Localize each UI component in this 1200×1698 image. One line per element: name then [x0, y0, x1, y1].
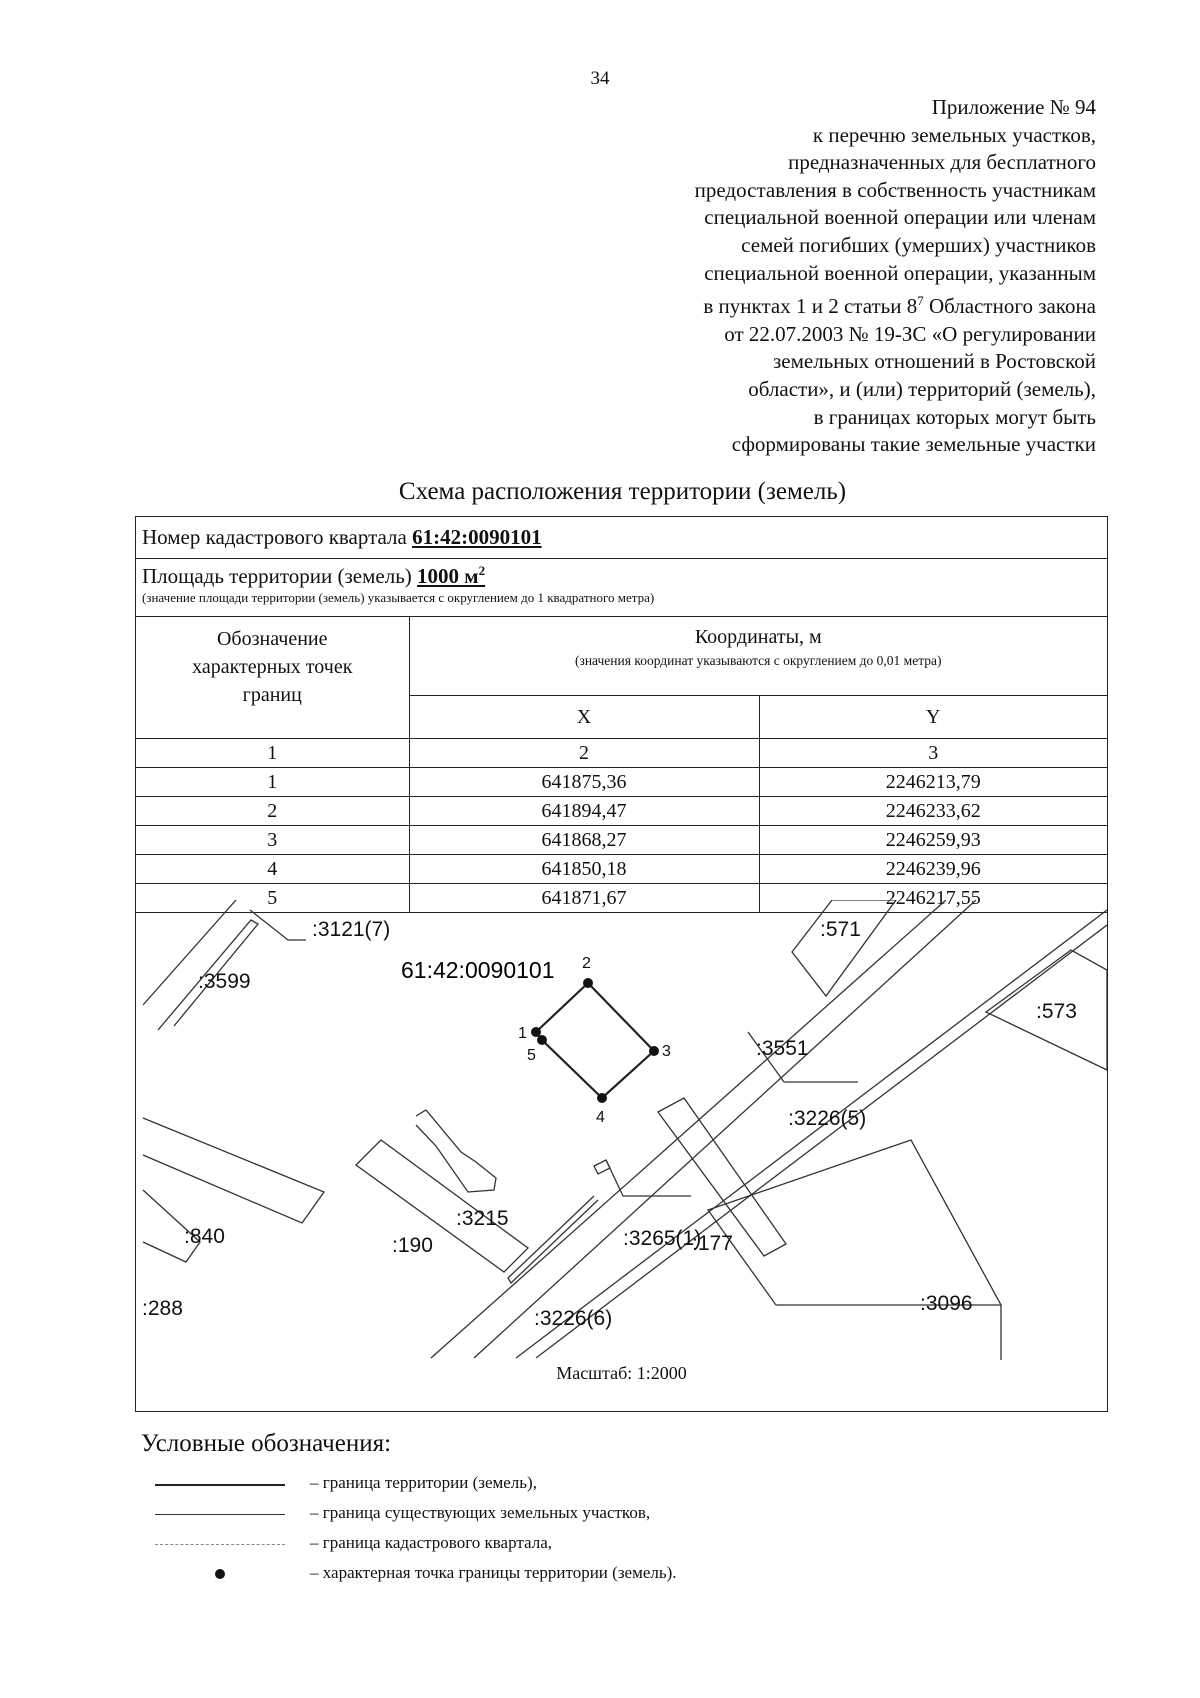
coordinates-table: [136, 617, 1107, 913]
appendix-line: специальной военной операции или членам: [704, 205, 1096, 230]
table-header-row: [136, 617, 1107, 696]
point-3-marker: [649, 1046, 659, 1056]
legend-item: [155, 1500, 875, 1530]
map-scale: Масштаб: 1:2000: [556, 1363, 687, 1383]
appendix-line: [476, 287, 1096, 321]
parcel-label: :288: [142, 1297, 183, 1320]
column-number: 2: [409, 739, 759, 768]
x-cell: 641875,36: [409, 768, 759, 797]
point-1-marker: [531, 1027, 541, 1037]
parcel-571-boundary: [792, 900, 896, 996]
map-quarter-label: 61:42:0090101: [401, 957, 555, 983]
parcel-label: :3265(1): [623, 1227, 702, 1250]
point-5-marker: [537, 1035, 547, 1045]
parcel-label: :571: [820, 918, 861, 941]
appendix-line: семей погибших (умерших) участников: [741, 232, 1096, 257]
column-number: 3: [759, 739, 1107, 768]
x-header: X: [409, 696, 759, 739]
territory-boundary: [536, 983, 654, 1098]
appendix-line: от 22.07.2003 № 19-ЗС «О регулировании: [724, 321, 1096, 346]
appendix-line: предназначенных для бесплатного: [788, 150, 1096, 175]
appendix-line: специальной военной операции, указанным: [704, 260, 1096, 285]
table-row: [136, 768, 1107, 797]
parcel-3096-boundary: [708, 1140, 1001, 1305]
legend-parcel-line-symbol: [155, 1514, 285, 1515]
scheme-frame: [135, 516, 1108, 1412]
x-cell: 641871,67: [409, 884, 759, 913]
point-label: 5: [527, 1047, 536, 1064]
parcel-3226-6-leader: [508, 1196, 598, 1283]
parcel-label: :177: [692, 1232, 733, 1255]
area-value: [417, 564, 485, 588]
page-number: 34: [590, 68, 610, 89]
legend-item: [155, 1560, 875, 1590]
cadastral-row: [136, 517, 1107, 559]
parcel-3121-leader: [250, 910, 306, 940]
y-cell: 2246239,96: [759, 855, 1107, 884]
area-note: (значение площади территории (земель) указывается с округлением до 1 квадратного метра): [142, 590, 655, 605]
legend-item-text: – граница кадастрового квартала,: [310, 1533, 552, 1552]
parcel-label: :573: [1036, 1000, 1077, 1023]
points-header-line: характерных точек: [192, 656, 353, 678]
legend-territory-line-symbol: [155, 1484, 285, 1486]
point-cell: 2: [136, 797, 409, 826]
area-value-number: 1000 м: [417, 564, 479, 588]
legend-item-text: – характерная точка границы территории (земель).: [310, 1563, 677, 1582]
coordinates-header-title: Координаты, м: [694, 626, 822, 648]
point-cell: 3: [136, 826, 409, 855]
legend-item: [155, 1530, 875, 1560]
appendix-line: сформированы такие земельные участки: [731, 432, 1096, 457]
point-dot-icon: [215, 1569, 225, 1579]
point-2-marker: [583, 978, 593, 988]
coordinates-header-note: (значения координат указываются с округлением до 0,01 метра): [575, 653, 942, 668]
cadastral-value: 61:42:0090101: [412, 525, 542, 549]
table-row: [136, 855, 1107, 884]
point-label: 3: [662, 1043, 671, 1060]
parcel-3215-boundary: [416, 1110, 496, 1192]
parcel-label: :840: [184, 1225, 225, 1248]
parcel-label: :3599: [198, 970, 251, 993]
appendix-line-8-tail: Областного закона: [923, 294, 1096, 319]
y-cell: 2246259,93: [759, 826, 1107, 855]
column-numbers-row: [136, 739, 1107, 768]
parcel-840-boundary: [143, 1118, 324, 1223]
characteristic-points: [531, 978, 659, 1103]
parcel-190-boundary: [356, 1140, 528, 1272]
column-number: 1: [136, 739, 409, 768]
legend-title: Условные обозначения:: [141, 1430, 392, 1457]
legend-quarter-line-symbol: [155, 1544, 285, 1545]
parcel-label: :3226(5): [788, 1107, 867, 1130]
x-cell: 641894,47: [409, 797, 759, 826]
parcel-label: :3215: [456, 1207, 509, 1230]
area-unit-superscript: 2: [478, 563, 486, 578]
area-label: Площадь территории (земель): [142, 564, 412, 588]
area-row: [136, 559, 1107, 617]
scheme-map: [136, 900, 1107, 1360]
legend-item-text: – граница территории (земель),: [310, 1473, 537, 1492]
scheme-title: Схема расположения территории (земель): [398, 478, 847, 505]
y-cell: 2246233,62: [759, 797, 1107, 826]
x-cell: 641868,27: [409, 826, 759, 855]
appendix-line: земельных отношений в Ростовской: [772, 349, 1096, 374]
cadastral-label: Номер кадастрового квартала: [142, 525, 407, 549]
coordinates-header: [409, 617, 1107, 696]
point-4-marker: [597, 1093, 607, 1103]
table-row: [136, 826, 1107, 855]
y-cell: 2246217,55: [759, 884, 1107, 913]
parcel-labels: [142, 918, 1077, 1330]
points-header: [136, 617, 409, 739]
legend-item: [155, 1470, 875, 1500]
y-header: Y: [759, 696, 1107, 739]
point-cell: 5: [136, 884, 409, 913]
article-superscript: 7: [917, 293, 924, 309]
point-label: 1: [518, 1025, 527, 1042]
parcel-label: :3121(7): [312, 918, 391, 941]
appendix-line: предоставления в собственность участникам: [694, 177, 1096, 202]
table-row: [136, 797, 1107, 826]
point-label: 2: [582, 955, 591, 972]
appendix-line: Приложение № 94: [931, 95, 1096, 119]
point-label: 4: [596, 1109, 605, 1126]
appendix-line-8-head: в пунктах 1 и 2 статьи 8: [703, 294, 918, 319]
parcel-boundaries: [143, 900, 1107, 1360]
parcel-label: :3551: [756, 1037, 809, 1060]
parcel-label: :190: [392, 1234, 433, 1257]
x-cell: 641850,18: [409, 855, 759, 884]
legend: [155, 1470, 875, 1590]
point-cell: 1: [136, 768, 409, 797]
parcel-label: :3096: [920, 1292, 973, 1315]
legend-item-text: – граница существующих земельных участков,: [310, 1503, 651, 1522]
points-header-line: границ: [242, 684, 302, 706]
appendix-line: области», и (или) территорий (земель),: [748, 376, 1096, 401]
appendix-line: к перечню земельных участков,: [812, 122, 1096, 147]
y-cell: 2246213,79: [759, 768, 1107, 797]
appendix-line: в границах которых могут быть: [813, 404, 1096, 429]
parcel-label: :3226(6): [534, 1307, 613, 1330]
point-cell: 4: [136, 855, 409, 884]
appendix-header: [476, 94, 1096, 459]
points-header-line: Обозначение: [216, 628, 328, 650]
